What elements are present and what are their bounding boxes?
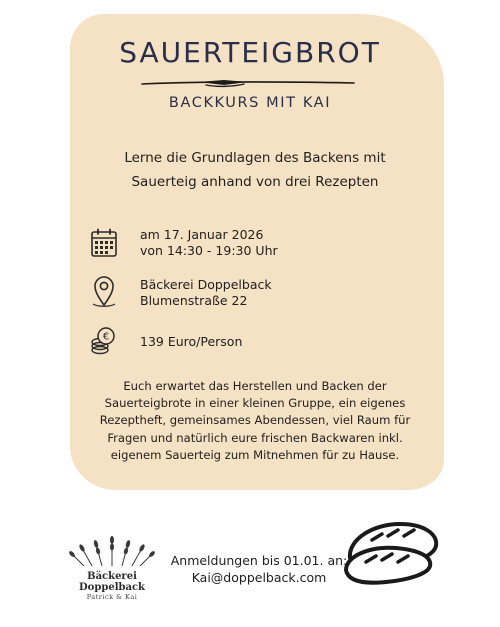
description-line: Euch erwartet das Herstellen und Backen der xyxy=(123,379,387,393)
calendar-icon xyxy=(90,228,118,258)
location-text xyxy=(140,277,272,309)
registration-info xyxy=(170,553,348,586)
intro-line: Sauerteig anhand von drei Rezepten xyxy=(131,174,379,190)
date-text xyxy=(140,227,278,259)
description-line: Sauerteigbrote in einer kleinen Gruppe, ein eigenes xyxy=(104,396,406,411)
registration-email: Kai@doppelback.com xyxy=(191,569,327,585)
location-name: Bäckerei Doppelback xyxy=(140,277,272,292)
registration-deadline: Anmeldungen bis 01.01. an: xyxy=(170,553,348,568)
logo-name: Bäckerei Doppelback xyxy=(79,571,145,593)
intro-line: Lerne die Grundlagen des Backens mit xyxy=(124,150,386,166)
date-row xyxy=(90,228,278,259)
location-pin-icon xyxy=(90,274,118,308)
brush-stroke-divider xyxy=(140,76,356,92)
location-row xyxy=(90,274,272,309)
wheat-icon xyxy=(62,534,162,566)
date-line: am 17. Januar 2026 xyxy=(140,227,264,242)
svg-text:€: € xyxy=(102,331,110,343)
page-subtitle: BACKKURS MIT KAI xyxy=(168,95,332,111)
intro-text xyxy=(90,146,420,194)
page-title: SAUERTEIGBROT xyxy=(119,36,381,69)
description-line: Rezeptheft, gemeinsames Abendessen, viel Raum für xyxy=(99,413,411,428)
description-line: eigenem Sauerteig zum Mitnehmen für zu Hause. xyxy=(110,447,400,462)
price-text: 139 Euro/Person xyxy=(140,334,243,349)
description-line: Fragen und natürlich eure frischen Backwaren inkl. xyxy=(107,430,403,445)
time-line: von 14:30 - 19:30 Uhr xyxy=(140,243,278,258)
bread-loaves-icon xyxy=(342,512,442,586)
logo-subtitle: Patrick & Kai xyxy=(86,593,138,601)
course-description xyxy=(86,378,424,464)
bakery-logo xyxy=(58,534,166,601)
location-street: Blumenstraße 22 xyxy=(140,293,248,308)
price-row xyxy=(90,326,242,356)
euro-coins-icon xyxy=(90,326,118,356)
